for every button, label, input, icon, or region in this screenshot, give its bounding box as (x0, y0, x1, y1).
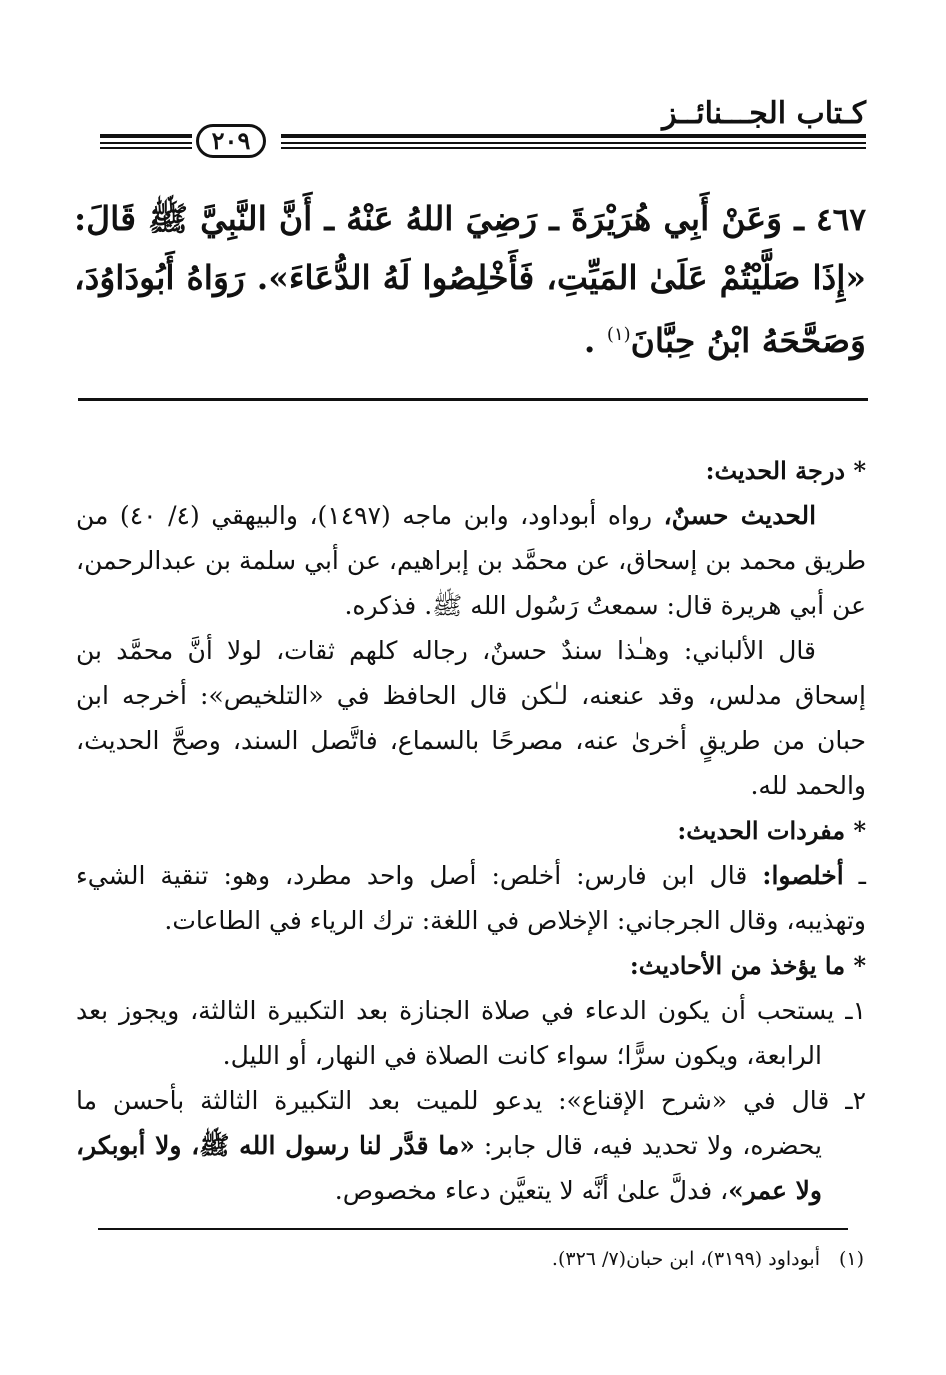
vocabulary-dash: ـ (858, 861, 866, 890)
grading-heading: * درجة الحديث: (705, 456, 866, 485)
footnote-divider (98, 1228, 848, 1230)
footnote-reference[interactable]: (١) (606, 324, 631, 345)
footnote-1 (84, 1244, 864, 1274)
lesson-item-2 (76, 1078, 866, 1213)
lesson-text-2a: قال في «شرح الإقناع»: يدعو للميت بعد التكبيرة الثالثة بأحسن ما يحضره، ولا تحديد فيه، قال جابر: (76, 1086, 830, 1160)
grading-verdict: الحديث حسنٌ، (663, 501, 817, 530)
header-rule-right (281, 132, 866, 154)
commentary (76, 448, 866, 1213)
hadith-end-mark: . (583, 321, 596, 360)
header-rule-left (100, 132, 192, 154)
hadith-number-dash: ـ (794, 199, 804, 238)
vocabulary-definition: قال ابن فارس: أخلص: أصل واحد مطرد، وهو: تنقية الشيء وتهذيبه، وقال الجرجاني: الإخلاص في اللغة: ترك الرياء في الطاعات. (76, 861, 866, 935)
hadith-line-2: «إِذَا صَلَّيْتُمْ عَلَىٰ المَيِّتِ، فَأَخْلِصُوا لَهُ الدُّعَاءَ». رَوَاهُ أَبُودَاوُدَ، (74, 258, 866, 297)
lessons-heading: * ما يؤخذ من الأحاديث: (629, 951, 866, 980)
lesson-number-2: ٢ـ (845, 1086, 866, 1115)
vocabulary-entry (76, 853, 866, 943)
grading-paragraph-1 (76, 493, 866, 628)
hadith-line-3: وَصَحَّحَهُ ابْنُ حِبَّانَ (630, 321, 866, 360)
footnote-text: أبوداود (٣١٩٩)، ابن حبان(٧/ ٣٢٦). (551, 1248, 820, 1270)
hadith-text (74, 190, 866, 369)
grading-sources: رواه أبوداود، وابن ماجه (١٤٩٧)، والبيهقي (٤/ ٤٠) من طريق محمد بن إسحاق، عن محمَّد بن إبراهيم، عن أبي سلمة بن عبدالرحمن، عن أبي هريرة قال: سمعتُ رَسُول الله ﷺ. فذكره. (76, 501, 866, 620)
vocabulary-term: أخلصوا: (762, 861, 844, 890)
lesson-text-2b: ، فدلَّ علىٰ أنَّه لا يتعيَّن دعاء مخصوص. (334, 1176, 729, 1205)
page-number: ٢٠٩ (196, 124, 266, 158)
lesson-quote: «ما قدَّر لنا رسول الله ﷺ، ولا أبوبكر، ولا عمر» (76, 1131, 822, 1205)
lesson-number-1: ١ـ (845, 996, 866, 1025)
lesson-text-1: يستحب أن يكون الدعاء في صلاة الجنازة بعد التكبيرة الثالثة، ويجوز بعد الرابعة، ويكون سرًّا؛ سواء كانت الصلاة في النهار، أو الليل. (76, 996, 835, 1070)
footnote-number: (١) (838, 1248, 864, 1270)
lesson-item-1 (76, 988, 866, 1078)
running-title: كـتاب الجـــنائــز (662, 96, 866, 131)
grading-paragraph-2: قال الألباني: وهـٰذا سندٌ حسنٌ، رجاله كلهم ثقات، لولا أنَّ محمَّد بن إسحاق مدلس، وقد عنعنه، لـٰكن قال الحافظ في «التلخيص»: أخرجه ابن حبان من طريقٍ أخرىٰ عنه، مصرحًا بالسماع، فاتَّصل السند، وصحَّ الحديث، والحمد لله. (76, 636, 866, 800)
hadith-line-1: وَعَنْ أَبِي هُرَيْرَةَ ـ رَضِيَ اللهُ عَنْهُ ـ أَنَّ النَّبِيَّ ﷺ قَالَ: (74, 199, 783, 238)
hadith-number: ٤٦٧ (816, 202, 866, 238)
hadith-divider (78, 398, 868, 401)
vocabulary-heading: * مفردات الحديث: (677, 816, 866, 845)
